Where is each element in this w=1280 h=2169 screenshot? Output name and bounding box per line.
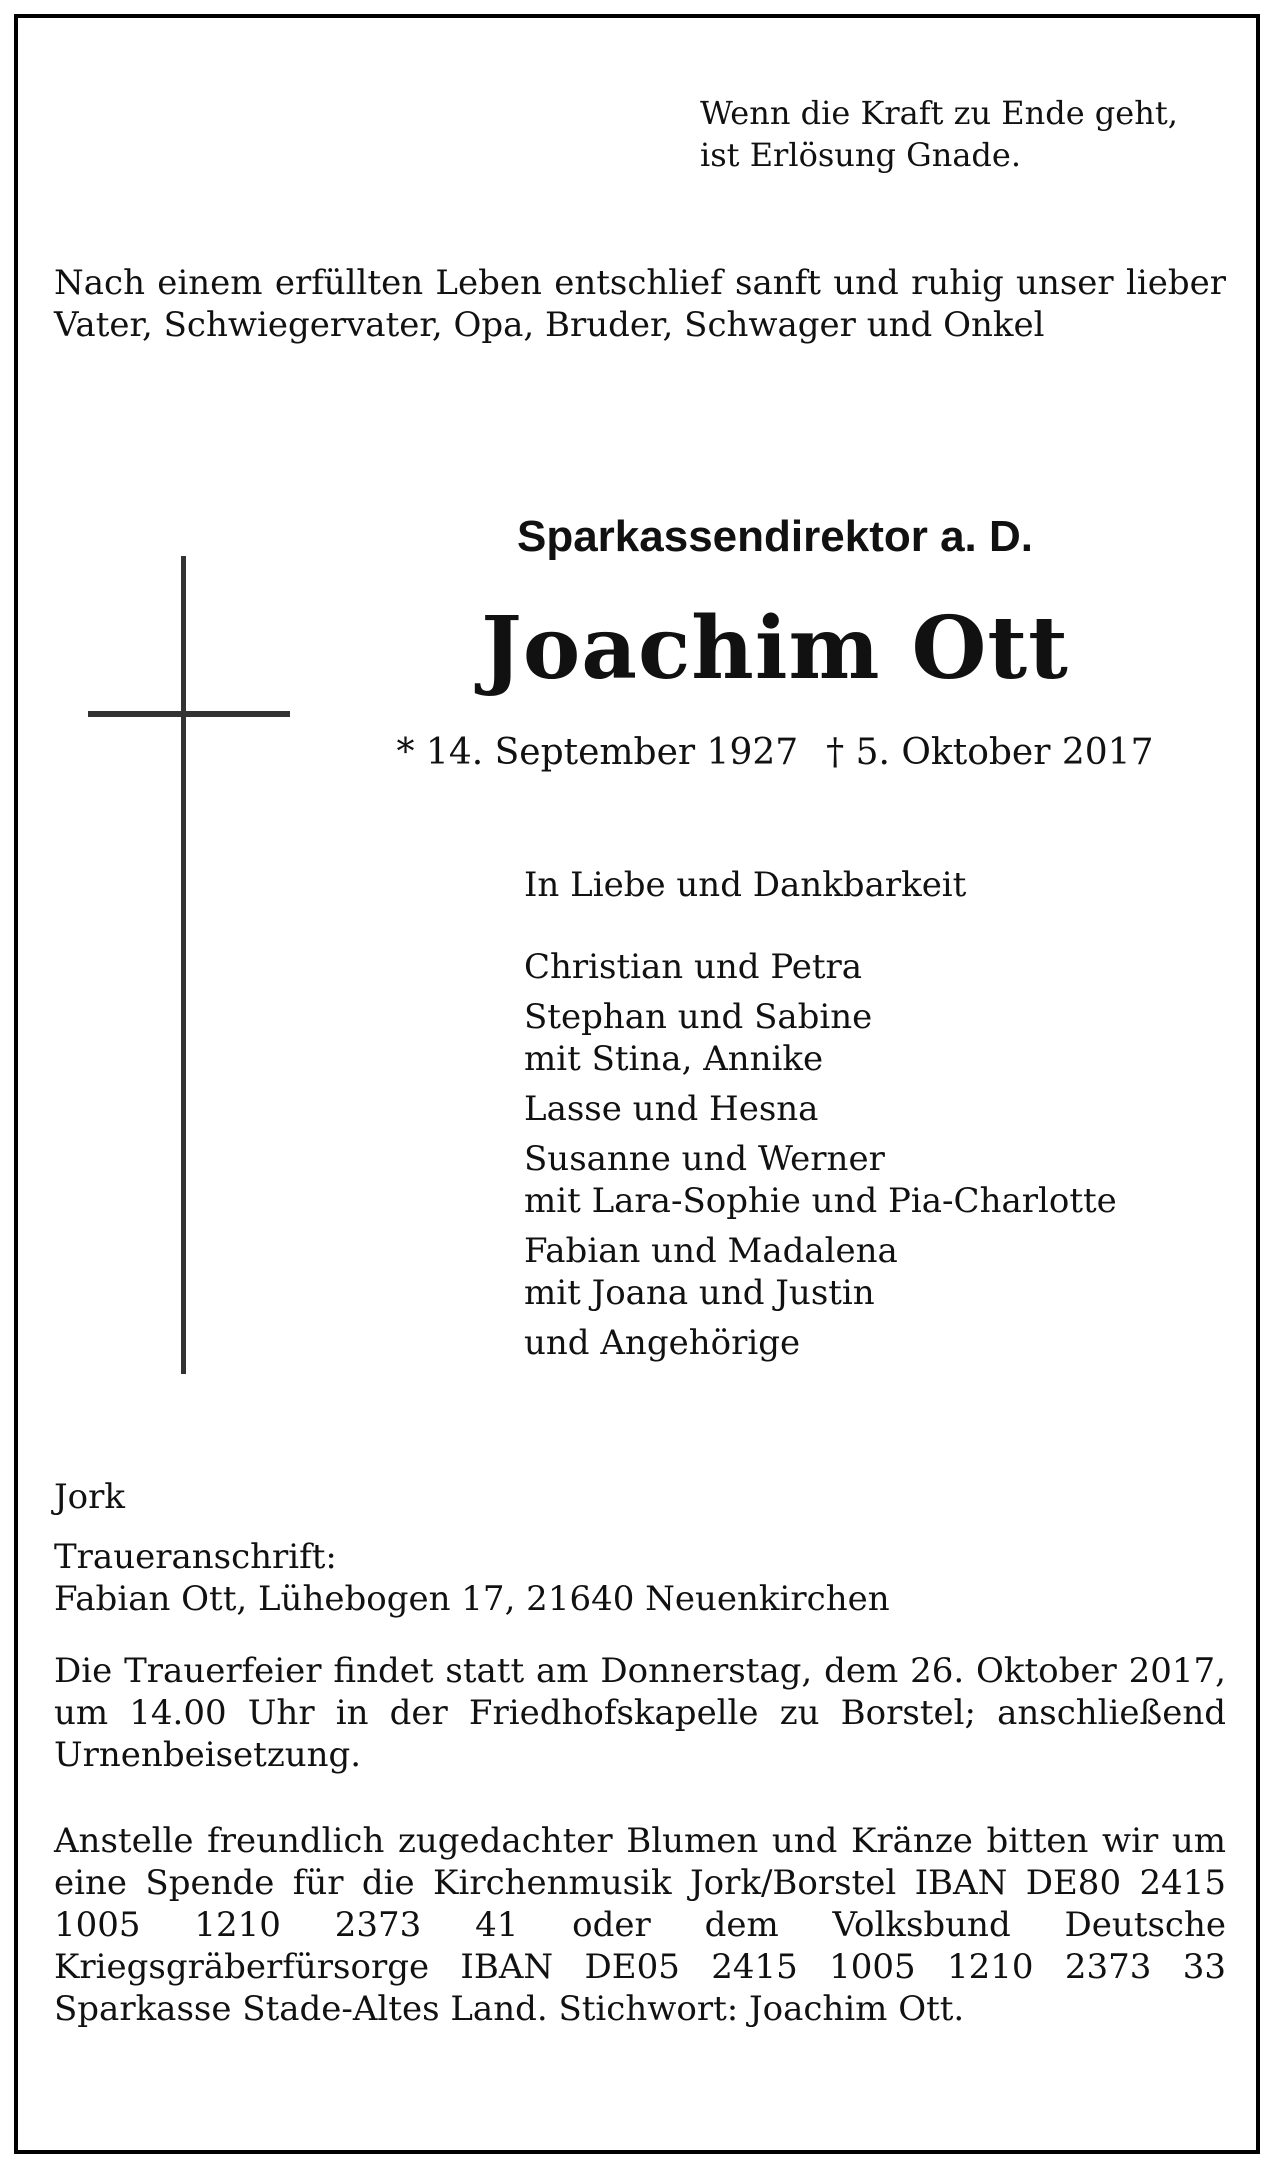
mourner-line: Fabian und Madalena [524,1231,898,1271]
service-text: Die Trauerfeier findet statt am Donnerstag, dem 26. Oktober 2017, um 14.00 Uhr in der Friedhofskapelle zu Borstel; anschließend Urnenbeisetzung. [54,1651,1226,1775]
mourner-line: mit Lara-Sophie und Pia-Charlotte [524,1181,1117,1221]
mourner-line: Susanne und Werner [524,1139,885,1179]
mourner-line: Stephan und Sabine [524,997,873,1037]
cross-icon-horizontal [88,711,290,717]
intro-text: Nach einem erfüllten Leben entschlief sanft und ruhig unser lieber Vater, Schwiegervater, Opa, Bruder, Schwager und Onkel [54,263,1226,345]
address-value: Fabian Ott, Lühebogen 17, 21640 Neuenkirchen [54,1579,890,1619]
life-dates [300,732,1250,773]
deceased-title: Sparkassendirektor a. D. [516,512,1033,561]
mourner-line: mit Stina, Annike [524,1039,824,1079]
place-block [54,1476,890,1620]
mourner-line: und Angehörige [524,1323,801,1363]
motto-line-2: ist Erlösung Gnade. [700,136,1021,174]
motto [700,92,1178,176]
death-date: † 5. Oktober 2017 [826,732,1154,773]
mourner-line: Lasse und Hesna [524,1089,819,1129]
mourner-group [524,1138,1117,1222]
mourner-group [524,1230,1117,1314]
cross-icon-vertical [181,556,186,1374]
address-label: Traueranschrift: [54,1537,337,1577]
mourners-lead: In Liebe und Dankbarkeit [524,865,967,905]
birth-date: * 14. September 1927 [396,732,799,773]
deceased-name: Joachim Ott [481,598,1069,699]
motto-line-1: Wenn die Kraft zu Ende geht, [700,94,1178,132]
mourner-line: Christian und Petra [524,947,863,987]
donation-text: Anstelle freundlich zugedachter Blumen und Kränze bitten wir um eine Spende für die Kirchenmusik Jork/Borstel IBAN DE80 2415 1005 1210 2373 41 oder dem Volksbund Deutsche Kriegsgräberfürsorge IBAN DE05 2415 1005 1210 2373 33 Sparkasse Stade-Altes Land. Stichwort: Joachim Ott. [54,1821,1226,2029]
mourner-line: mit Joana und Justin [524,1273,875,1313]
place-name: Jork [54,1477,125,1517]
mourner-group [524,946,1117,988]
mourner-group [524,1322,1117,1364]
mourners-list [524,864,1117,1372]
mourner-group [524,996,1117,1080]
mourner-group [524,1088,1117,1130]
